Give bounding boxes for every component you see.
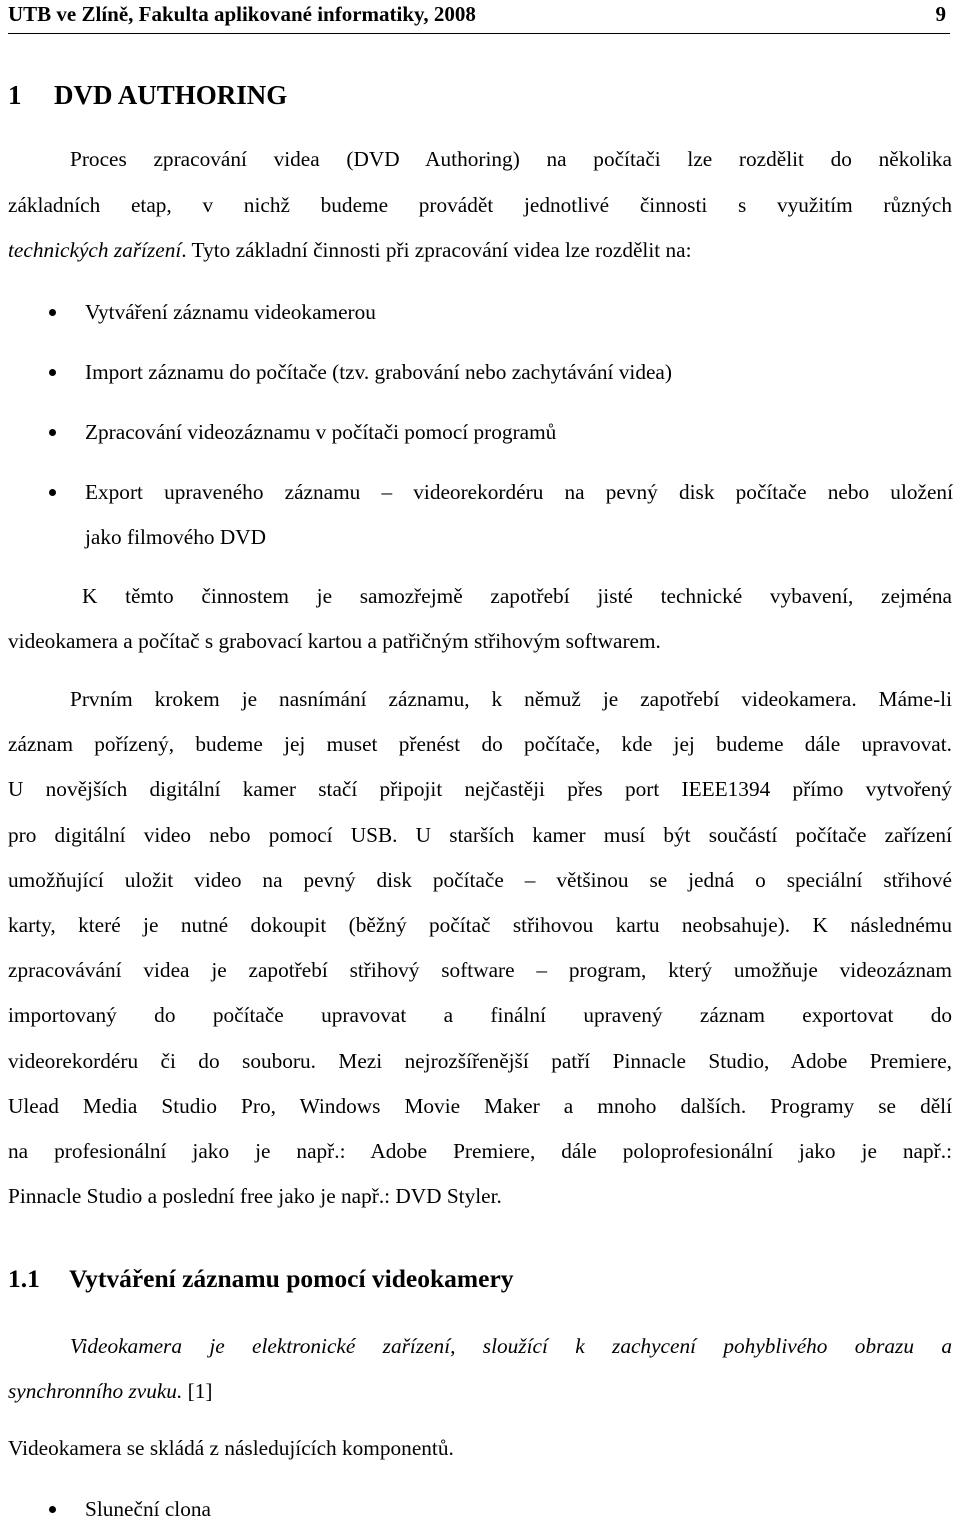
definition-italic-end: synchronního zvuku.: [8, 1379, 183, 1403]
list-item: [0, 470, 953, 566]
bullet-icon: [49, 489, 56, 496]
list-item: [0, 410, 953, 470]
para3-line: U novějších digitální kamer stačí připojit nejčastěji přes port IEEE1394 přímo vytvořený: [8, 777, 952, 802]
para3-line: pro digitální video nebo pomocí USB. U starších kamer musí být součástí počítače zařízení: [8, 822, 952, 847]
para3-line: záznam pořízený, budeme jej muset přenést do počítače, kde jej budeme dále upravovat.: [8, 732, 952, 757]
bullet-icon: [49, 429, 56, 436]
section-heading: [8, 1264, 514, 1294]
activities-list: [0, 290, 960, 566]
section-number: 1.1: [8, 1264, 40, 1293]
para3-line: umožňující uložit video na pevný disk počítače – většinou se jedná o speciální střihové: [8, 867, 952, 892]
header-title: UTB ve Zlíně, Fakulta aplikované informatiky, 2008: [8, 2, 476, 26]
chapter-number: 1: [8, 80, 22, 110]
list-item-text-line-1: Export upraveného záznamu – videorekordéru na pevný disk počítače nebo uložení: [85, 480, 953, 504]
list-item-text: Import záznamu do počítače (tzv. grabování nebo zachytávání videa): [85, 360, 672, 384]
chapter-title: DVD AUTHORING: [54, 80, 288, 110]
list-item-text: Zpracování videozáznamu v počítači pomocí programů: [85, 420, 557, 444]
list-item-text: Sluneční clona: [85, 1497, 211, 1521]
intro-line-3-rest: . Tyto základní činnosti při zpracování videa lze rozdělit na:: [181, 238, 692, 262]
para3-line: Ulead Media Studio Pro, Windows Movie Maker a mnoho dalších. Programy se dělí: [8, 1093, 952, 1118]
intro-italic-term: technických zařízení: [8, 238, 182, 262]
list-item-text: Vytváření záznamu videokamerou: [85, 300, 376, 324]
citation-ref: [1]: [182, 1379, 213, 1403]
para3-line: importovaný do počítače upravovat a finální upravený záznam exportovat do: [8, 1003, 952, 1028]
chapter-heading: [8, 80, 287, 111]
bullet-icon: [49, 1506, 56, 1513]
para3-line: Prvním krokem je nasnímání záznamu, k němuž je zapotřebí videokamera. Máme-li: [70, 687, 952, 711]
bullet-icon: [49, 309, 56, 316]
intro-line-1: Proces zpracování videa (DVD Authoring) na počítači lze rozdělit do několika: [70, 147, 952, 171]
section-title: Vytváření záznamu pomocí videokamery: [69, 1264, 514, 1293]
components-intro: Videokamera se skládá z následujících komponentů.: [8, 1436, 454, 1460]
list-item-text-line-2: jako filmového DVD: [85, 525, 266, 549]
intro-line-2: základních etap, v nichž budeme provádět jednotlivé činnosti s využitím různých: [8, 193, 952, 217]
para3-line: karty, které je nutné dokoupit (běžný počítač střihovou kartu neobsahuje). K následnému: [8, 913, 952, 938]
definition-line-2: [8, 1369, 952, 1415]
components-list: [0, 1487, 960, 1532]
para3-last-line: Pinnacle Studio a poslední free jako je např.: DVD Styler.: [8, 1184, 502, 1209]
list-item: [0, 350, 953, 410]
workflow-paragraph: [8, 677, 952, 1219]
para3-line: na profesionální jako je např.: Adobe Premiere, dále poloprofesionální jako je např.:: [8, 1139, 952, 1164]
definition-line-1: Videokamera je elektronické zařízení, sloužící k zachycení pohyblivého obrazu a: [70, 1334, 952, 1358]
page-header: [8, 0, 950, 34]
para3-line: zpracovávání videa je zapotřebí střihový software – program, který umožňuje videozáznam: [8, 958, 952, 983]
page-number: 9: [935, 2, 946, 26]
para2-line-1: K těmto činnostem je samozřejmě zapotřebí jisté technické vybavení, zejména: [82, 584, 952, 608]
bullet-icon: [49, 369, 56, 376]
para2-line-2: videokamera a počítač s grabovací kartou a patřičným střihovým softwarem.: [8, 629, 661, 653]
para3-line: videorekordéru či do souboru. Mezi nejrozšířenější patří Pinnacle Studio, Adobe Premiere,: [8, 1048, 952, 1073]
list-item: [0, 1487, 953, 1532]
list-item: [0, 290, 953, 350]
intro-line-3: [8, 228, 952, 274]
